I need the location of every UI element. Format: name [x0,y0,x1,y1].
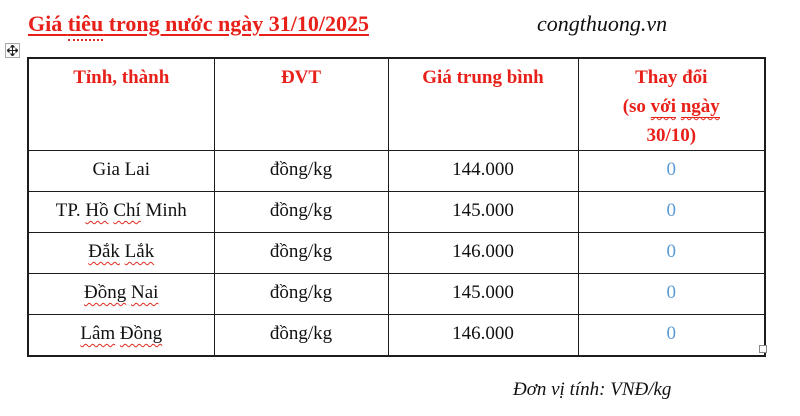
header-change[interactable] [578,58,765,151]
change-cell[interactable]: 0 [578,233,765,274]
price-cell[interactable]: 145.000 [388,192,578,233]
header-change-line2: (so với ngày [622,96,720,117]
header-change-line3: 30/10) [646,125,697,146]
table-move-icon [7,45,18,56]
unit-note[interactable]: Đơn vị tính: VNĐ/kg [513,379,672,400]
change-cell[interactable]: 0 [578,315,765,357]
header-unit[interactable]: ĐVT [214,58,388,151]
header-row [28,58,765,151]
change-cell[interactable]: 0 [578,151,765,192]
province-cell[interactable]: Gia Lai [28,151,214,192]
header-avg-price[interactable]: Giá trung bình [388,58,578,151]
header-change-line1: Thay đổi [635,67,708,88]
price-cell[interactable]: 144.000 [388,151,578,192]
table-row [28,233,765,274]
header-province[interactable]: Tỉnh, thành [28,58,214,151]
province-cell[interactable]: TP. Hồ Chí Minh [28,192,214,233]
price-cell[interactable]: 145.000 [388,274,578,315]
unit-cell[interactable]: đồng/kg [214,315,388,357]
province-cell[interactable]: Đắk Lắk [28,233,214,274]
change-cell[interactable]: 0 [578,192,765,233]
price-cell[interactable]: 146.000 [388,315,578,357]
table-resize-handle[interactable] [759,345,767,353]
table-row [28,315,765,357]
table-row [28,151,765,192]
page-title[interactable]: Giá tiêu trong nước ngày 31/10/2025 [28,11,369,37]
price-cell[interactable]: 146.000 [388,233,578,274]
unit-cell[interactable]: đồng/kg [214,151,388,192]
province-cell[interactable]: Lâm Đồng [28,315,214,357]
province-cell[interactable]: Đồng Nai [28,274,214,315]
unit-cell[interactable]: đồng/kg [214,274,388,315]
table-move-handle[interactable] [5,43,20,58]
unit-cell[interactable]: đồng/kg [214,233,388,274]
unit-cell[interactable]: đồng/kg [214,192,388,233]
table-row [28,192,765,233]
table-row [28,274,765,315]
change-cell[interactable]: 0 [578,274,765,315]
price-table [27,57,766,357]
site-name[interactable]: congthuong.vn [537,11,668,36]
